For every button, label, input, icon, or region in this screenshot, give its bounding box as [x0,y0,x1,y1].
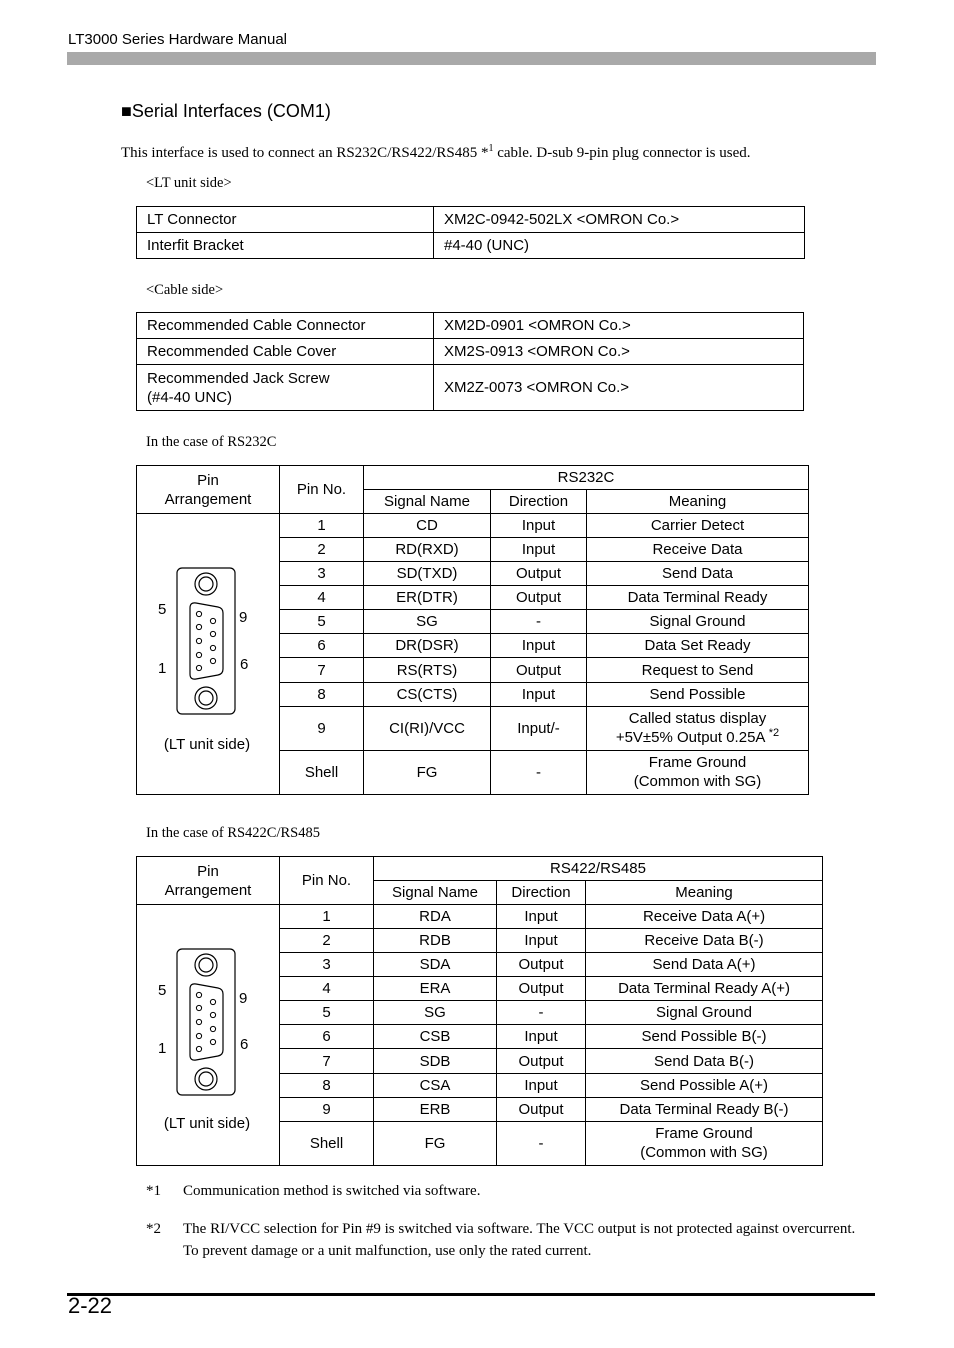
meaning: Receive Data [587,538,809,562]
header-pin-no: Pin No. [280,466,364,514]
pin-label-9: 9 [239,609,248,626]
table-row [137,233,805,259]
meaning: Data Terminal Ready [587,586,809,610]
lt-unit-caption: <LT unit side> [146,175,232,191]
meaning: Data Set Ready [587,634,809,658]
direction: Output [491,658,587,682]
pin-no: 7 [280,658,364,682]
direction: Output [497,1097,586,1121]
direction: - [497,1121,586,1165]
rs422-table [136,856,823,1166]
direction: Output [497,1049,586,1073]
direction: Input [491,514,587,538]
pin-no: 6 [280,1025,374,1049]
signal-name: SDA [374,953,497,977]
unit-side-label: (LT unit side) [163,1115,251,1132]
meaning: Called status display +5V±5% Output 0.25A $^{*2}$ [587,706,809,750]
meaning: Frame Ground (Common with SG) [586,1121,823,1165]
signal-name: FG [374,1121,497,1165]
pin-label-1: 1 [158,1040,167,1057]
signal-name: ERB [374,1097,497,1121]
footnote-2 [146,1218,876,1264]
dsub-connector-icon [176,948,238,1098]
footnote-text: The RI/VCC selection for Pin #9 is switched via software. The VCC output is not protected against overcurrent. To prevent damage or a unit malfunction, use only the rated current. [183,1221,856,1259]
pin-label-1: 1 [158,660,167,677]
table-header-row [137,466,809,490]
header-bar [67,52,876,65]
table-row [137,514,809,538]
pin-no: 9 [280,1097,374,1121]
meaning: Send Possible A(+) [586,1073,823,1097]
pin-no: Shell [280,750,364,794]
signal-name: CI(RI)/VCC [364,706,491,750]
signal-name: CSA [374,1073,497,1097]
header-pin-no: Pin No. [280,857,374,905]
spec-value: #4-40 (UNC) [434,233,805,259]
direction: Input [497,929,586,953]
pin-no: 3 [280,562,364,586]
signal-name: RDB [374,929,497,953]
signal-name: SDB [374,1049,497,1073]
meaning: Send Data [587,562,809,586]
spec-value: XM2C-0942-502LX <OMRON Co.> [434,207,805,233]
rs232c-table [136,465,809,795]
spec-label: Recommended Cable Cover [137,339,434,365]
pin-no: 2 [280,929,374,953]
direction: Output [497,977,586,1001]
footer-rule [67,1293,875,1296]
direction: - [497,1001,586,1025]
pin-no: 2 [280,538,364,562]
pin-no: Shell [280,1121,374,1165]
page-number: 2-22 [68,1293,113,1318]
intro-paragraph: This interface is used to connect an RS232C/RS422/RS485 *$^1$ cable. D-sub 9-pin plug connector is used. [121,143,751,161]
pin-label-5: 5 [158,982,167,999]
signal-name: ER(DTR) [364,586,491,610]
meaning: Send Data A(+) [586,953,823,977]
table-row [137,365,804,411]
footnote-ref-1: 1 [488,143,494,154]
pin-no: 3 [280,953,374,977]
section-heading: ■Serial Interfaces (COM1) [121,101,331,121]
meaning: Receive Data B(-) [586,929,823,953]
signal-name: SD(TXD) [364,562,491,586]
signal-name: RD(RXD) [364,538,491,562]
spec-value: XM2D-0901 <OMRON Co.> [434,313,804,339]
header-group: RS422/RS485 [374,857,823,881]
direction: Input [497,905,586,929]
pin-no: 7 [280,1049,374,1073]
direction: Input [497,1025,586,1049]
signal-name: SG [374,1001,497,1025]
meaning: Data Terminal Ready A(+) [586,977,823,1001]
direction: Output [491,562,587,586]
spec-label: Interfit Bracket [137,233,434,259]
pin-no: 5 [280,1001,374,1025]
spec-value: XM2Z-0073 <OMRON Co.> [434,365,804,411]
spec-label: LT Connector [137,207,434,233]
pin-arrangement-cell [137,905,280,1166]
pin-no: 1 [280,514,364,538]
direction: Output [497,953,586,977]
signal-name: CS(CTS) [364,682,491,706]
meaning: Signal Ground [587,610,809,634]
direction: Output [491,586,587,610]
header-meaning: Meaning [587,490,809,514]
direction: Input [491,634,587,658]
rs422-caption: In the case of RS422C/RS485 [146,825,320,841]
signal-name: CSB [374,1025,497,1049]
signal-name: ERA [374,977,497,1001]
pin-no: 4 [280,586,364,610]
unit-side-label: (LT unit side) [163,736,251,753]
pin-label-5: 5 [158,601,167,618]
header-signal-name: Signal Name [364,490,491,514]
direction: - [491,750,587,794]
meaning: Receive Data A(+) [586,905,823,929]
cable-table [136,312,804,411]
signal-name: FG [364,750,491,794]
header-pin-arrangement: Pin Arrangement [137,857,280,905]
pin-label-6: 6 [240,656,249,673]
meaning: Frame Ground (Common with SG) [587,750,809,794]
footnote-text: Communication method is switched via software. [183,1183,481,1199]
footnote-ref-2: *2 [768,727,780,740]
spec-label: Recommended Cable Connector [137,313,434,339]
signal-name: RDA [374,905,497,929]
meaning: Send Data B(-) [586,1049,823,1073]
pin-no: 9 [280,706,364,750]
header-group: RS232C [364,466,809,490]
pin-no: 8 [280,682,364,706]
pin-no: 5 [280,610,364,634]
meaning: Send Possible [587,682,809,706]
pin-no: 8 [280,1073,374,1097]
table-row [137,339,804,365]
signal-name: RS(RTS) [364,658,491,682]
direction: Input/- [491,706,587,750]
direction: Input [497,1073,586,1097]
lt-unit-table [136,206,805,259]
header-meaning: Meaning [586,881,823,905]
table-row [137,313,804,339]
dsub-connector-icon [176,567,238,717]
meaning: Send Possible B(-) [586,1025,823,1049]
pin-no: 4 [280,977,374,1001]
direction: - [491,610,587,634]
pin-label-9: 9 [239,990,248,1007]
direction: Input [491,682,587,706]
meaning: Request to Send [587,658,809,682]
pin-arrangement-cell [137,514,280,795]
spec-value: XM2S-0913 <OMRON Co.> [434,339,804,365]
header-pin-arrangement: Pin Arrangement [137,466,280,514]
footnote-1 [146,1180,876,1204]
signal-name: DR(DSR) [364,634,491,658]
cable-caption: <Cable side> [146,282,224,298]
manual-title: LT3000 Series Hardware Manual [68,31,288,48]
header-signal-name: Signal Name [374,881,497,905]
meaning: Data Terminal Ready B(-) [586,1097,823,1121]
table-header-row [137,857,823,881]
pin-no: 6 [280,634,364,658]
meaning: Signal Ground [586,1001,823,1025]
header-direction: Direction [491,490,587,514]
pin-label-6: 6 [240,1036,249,1053]
direction: Input [491,538,587,562]
signal-name: SG [364,610,491,634]
footnote-mark: *1 [146,1183,161,1199]
table-row [137,905,823,929]
footnote-mark: *2 [146,1221,161,1237]
meaning: Carrier Detect [587,514,809,538]
header-direction: Direction [497,881,586,905]
table-row [137,207,805,233]
spec-label: Recommended Jack Screw (#4-40 UNC) [137,365,434,411]
signal-name: CD [364,514,491,538]
pin-no: 1 [280,905,374,929]
rs232c-caption: In the case of RS232C [146,434,277,450]
